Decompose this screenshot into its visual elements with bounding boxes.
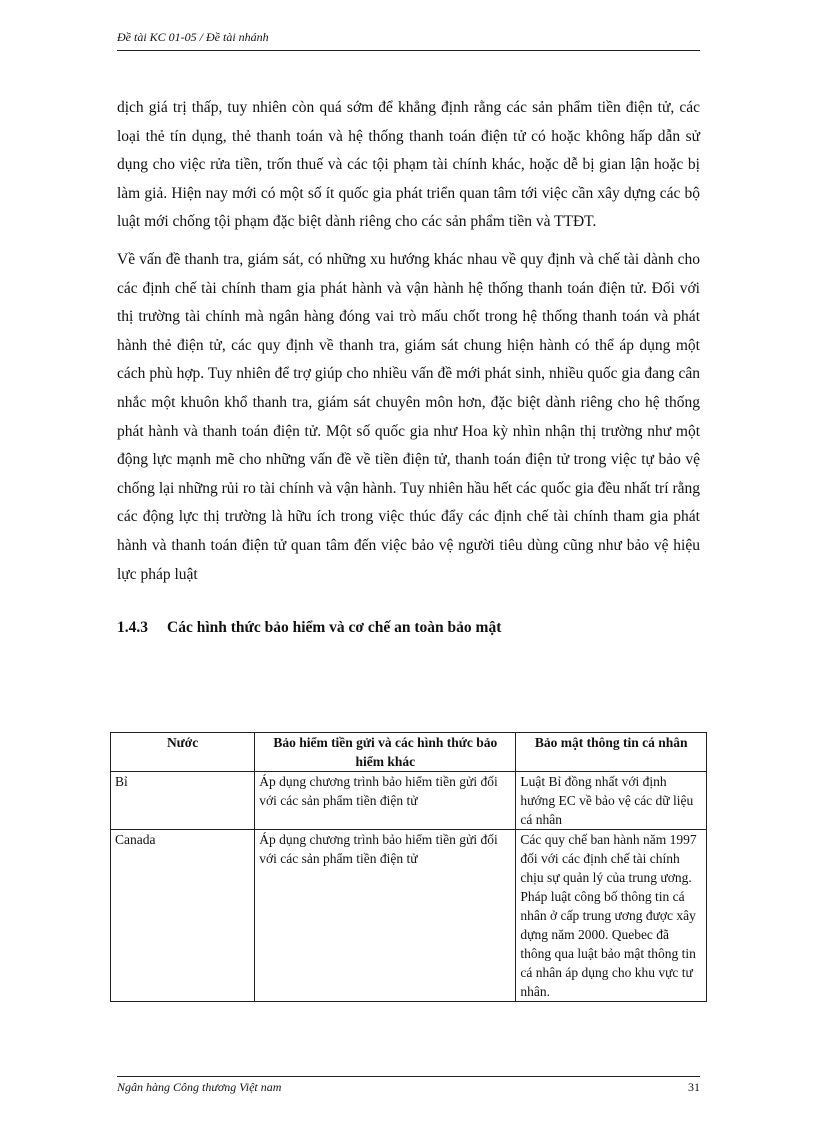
table-cell-insurance: Áp dụng chương trình bảo hiểm tiền gửi đối với các sản phẩm tiền điện tử bbox=[255, 830, 516, 1002]
document-body bbox=[117, 94, 700, 637]
table-header-row bbox=[111, 733, 707, 772]
column-header-insurance: Bảo hiểm tiền gửi và các hình thức bảo hiểm khác bbox=[255, 733, 516, 772]
column-header-country: Nước bbox=[111, 733, 255, 772]
comparison-table bbox=[110, 732, 707, 1002]
table-row bbox=[111, 830, 707, 1002]
table-cell-country: Canada bbox=[111, 830, 255, 1002]
section-heading bbox=[117, 619, 700, 637]
footer-divider bbox=[117, 1076, 700, 1077]
column-header-privacy: Bảo mật thông tin cá nhân bbox=[516, 733, 707, 772]
header-divider bbox=[117, 50, 700, 51]
table-cell-privacy: Các quy chế ban hành năm 1997 đối với các định chế tài chính chịu sự quản lý của trung ương. Pháp luật công bố thông tin cá nhân ở cấp trung ương được xây dựng năm 2000. Quebec đã thông qua luật bảo mật thông tin cá nhân áp dụng cho khu vực tư nhân. bbox=[516, 830, 707, 1002]
table-row bbox=[111, 772, 707, 830]
section-title: Các hình thức bảo hiểm và cơ chế an toàn bảo mật bbox=[167, 619, 502, 637]
table-cell-insurance: Áp dụng chương trình bảo hiểm tiền gửi đối với các sản phẩm tiền điện tử bbox=[255, 772, 516, 830]
section-number: 1.4.3 bbox=[117, 619, 148, 637]
table-cell-country: Bỉ bbox=[111, 772, 255, 830]
footer-organization: Ngân hàng Công thương Việt nam bbox=[117, 1080, 282, 1094]
table-cell-privacy: Luật Bỉ đồng nhất với định hướng EC về bảo vệ các dữ liệu cá nhân bbox=[516, 772, 707, 830]
paragraph-1: dịch giá trị thấp, tuy nhiên còn quá sớm để khẳng định rằng các sản phẩm tiền điện tử, các loại thẻ tín dụng, thẻ thanh toán và hệ thống thanh toán điện tử có hoặc không hấp dẫn sử dụng cho việc rửa tiền, trốn thuế và các tội phạm tài chính khác, hoặc dễ bị gian lận hoặc bị làm giả. Hiện nay mới có một số ít quốc gia phát triển quan tâm tới việc cần xây dựng các bộ luật mới chống tội phạm đặc biệt dành riêng cho các sản phẩm tiền và TTĐT. bbox=[117, 99, 700, 231]
page-header: Đề tài KC 01-05 / Đề tài nhánh bbox=[117, 30, 269, 44]
page-number: 31 bbox=[688, 1080, 700, 1094]
paragraph-2: Về vấn đề thanh tra, giám sát, có những xu hướng khác nhau về quy định và chế tài dành cho các định chế tài chính tham gia phát hành và vận hành hệ thống thanh toán điện tử. Đối với thị trường tài chính mà ngân hàng đóng vai trò mấu chốt trong hệ thống thanh toán và phát hành thẻ điện tử, các quy định về thanh tra, giám sát chung hiện hành có thể áp dụng một cách phù hợp. Tuy nhiên để trợ giúp cho nhiều vấn đề mới phát sinh, nhiều quốc gia đang cân nhắc một khuôn khổ thanh tra, giám sát chuyên môn hơn, đặc biệt dành riêng cho hệ thống phát hành và thanh toán điện tử. Một số quốc gia như Hoa kỳ nhìn nhận thị trường như một động lực mạnh mẽ cho những vấn đề về tiền điện tử, thanh toán điện tử trong việc tự bảo vệ chống lại những rủi ro tài chính và vận hành. Tuy nhiên hầu hết các quốc gia đều nhất trí rằng các động lực thị trường là hữu ích trong việc thúc đẩy các định chế tài chính tham gia phát hành và thanh toán điện tử quan tâm đến việc bảo vệ người tiêu dùng cũng như bảo vệ hiệu lực pháp luật bbox=[117, 250, 700, 583]
